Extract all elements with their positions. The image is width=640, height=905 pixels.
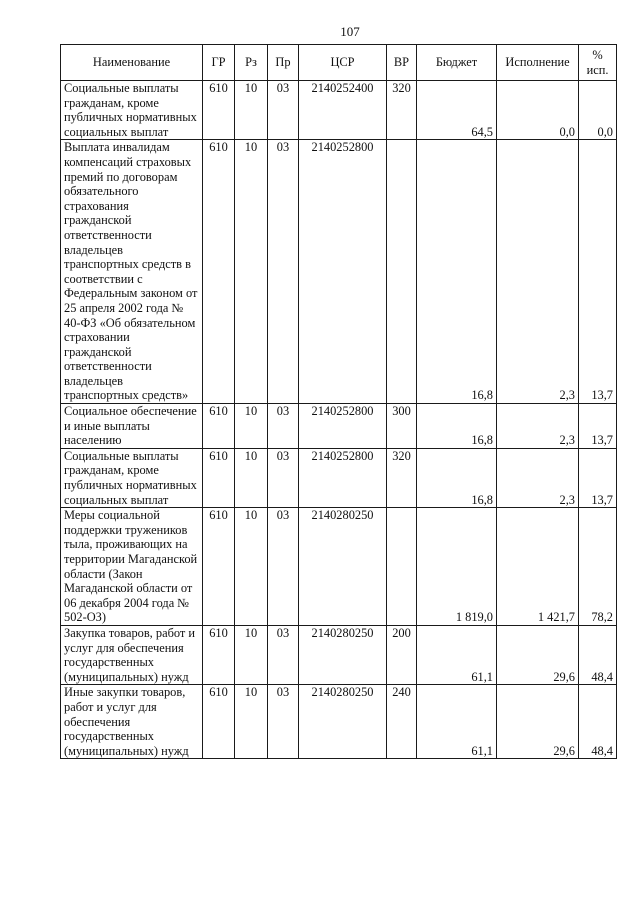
row-rz: 10 <box>235 685 268 759</box>
row-vr: 320 <box>387 448 417 507</box>
row-name: Меры социальной поддержки тружеников тыла, проживающих на территории Магаданской области (Закон Магаданской области от 06 декабря 2004 года № 502-ОЗ) <box>61 508 203 626</box>
row-name: Закупка товаров, работ и услуг для обеспечения государственных (муниципальных) нужд <box>61 625 203 684</box>
row-gr: 610 <box>203 140 235 404</box>
header-name: Наименование <box>61 45 203 81</box>
header-percent <box>579 45 617 81</box>
row-percent: 13,7 <box>579 404 617 449</box>
row-csr: 2140252800 <box>299 404 387 449</box>
row-budget: 1 819,0 <box>417 508 497 626</box>
row-vr: 320 <box>387 81 417 140</box>
table-row <box>61 140 617 404</box>
row-execution: 2,3 <box>497 140 579 404</box>
row-vr <box>387 508 417 626</box>
row-name: Социальные выплаты гражданам, кроме публичных нормативных социальных выплат <box>61 81 203 140</box>
row-gr: 610 <box>203 508 235 626</box>
row-csr: 2140280250 <box>299 625 387 684</box>
row-gr: 610 <box>203 404 235 449</box>
page-number: 107 <box>340 24 360 39</box>
row-csr: 2140252800 <box>299 140 387 404</box>
row-gr: 610 <box>203 448 235 507</box>
row-budget: 16,8 <box>417 404 497 449</box>
row-execution: 29,6 <box>497 685 579 759</box>
header-vr: ВР <box>387 45 417 81</box>
header-percent-label: исп. <box>586 62 609 77</box>
row-rz: 10 <box>235 448 268 507</box>
row-vr: 240 <box>387 685 417 759</box>
row-csr: 2140280250 <box>299 685 387 759</box>
row-execution: 1 421,7 <box>497 508 579 626</box>
header-gr: ГР <box>203 45 235 81</box>
row-pr: 03 <box>268 625 299 684</box>
row-csr: 2140252800 <box>299 448 387 507</box>
row-percent: 48,4 <box>579 685 617 759</box>
row-budget: 61,1 <box>417 685 497 759</box>
row-name: Социальное обеспечение и иные выплаты населению <box>61 404 203 449</box>
header-percent-sign: % <box>592 47 603 62</box>
row-percent: 78,2 <box>579 508 617 626</box>
row-execution: 2,3 <box>497 448 579 507</box>
budget-execution-table <box>60 44 617 759</box>
row-rz: 10 <box>235 140 268 404</box>
row-pr: 03 <box>268 81 299 140</box>
row-name: Социальные выплаты гражданам, кроме публичных нормативных социальных выплат <box>61 448 203 507</box>
table-row <box>61 508 617 626</box>
row-name: Выплата инвалидам компенсаций страховых премий по договорам обязательного страхования гражданской ответственности владельцев транспортных средств в соответствии с Федеральным законом от 25 апреля 2002 года № 40-ФЗ «Об обязательном страховании гражданской ответственности владельцев транспортных средств» <box>61 140 203 404</box>
row-vr: 200 <box>387 625 417 684</box>
row-percent: 13,7 <box>579 140 617 404</box>
row-rz: 10 <box>235 508 268 626</box>
row-pr: 03 <box>268 404 299 449</box>
row-execution: 2,3 <box>497 404 579 449</box>
row-csr: 2140252400 <box>299 81 387 140</box>
header-csr: ЦСР <box>299 45 387 81</box>
row-budget: 16,8 <box>417 140 497 404</box>
row-gr: 610 <box>203 685 235 759</box>
header-budget: Бюджет <box>417 45 497 81</box>
row-budget: 64,5 <box>417 81 497 140</box>
table-row <box>61 685 617 759</box>
row-percent: 0,0 <box>579 81 617 140</box>
row-budget: 16,8 <box>417 448 497 507</box>
row-percent: 48,4 <box>579 625 617 684</box>
row-execution: 29,6 <box>497 625 579 684</box>
row-rz: 10 <box>235 81 268 140</box>
table-row <box>61 625 617 684</box>
row-vr: 300 <box>387 404 417 449</box>
header-pr: Пр <box>268 45 299 81</box>
row-gr: 610 <box>203 81 235 140</box>
row-execution: 0,0 <box>497 81 579 140</box>
row-gr: 610 <box>203 625 235 684</box>
row-pr: 03 <box>268 140 299 404</box>
header-rz: Рз <box>235 45 268 81</box>
header-execution: Исполнение <box>497 45 579 81</box>
table-row <box>61 404 617 449</box>
row-budget: 61,1 <box>417 625 497 684</box>
table-row <box>61 81 617 140</box>
row-name: Иные закупки товаров, работ и услуг для обеспечения государственных (муниципальных) нужд <box>61 685 203 759</box>
row-pr: 03 <box>268 685 299 759</box>
row-rz: 10 <box>235 625 268 684</box>
row-percent: 13,7 <box>579 448 617 507</box>
table-row <box>61 448 617 507</box>
table-header-row <box>61 45 617 81</box>
row-vr <box>387 140 417 404</box>
row-pr: 03 <box>268 508 299 626</box>
row-pr: 03 <box>268 448 299 507</box>
row-rz: 10 <box>235 404 268 449</box>
row-csr: 2140280250 <box>299 508 387 626</box>
